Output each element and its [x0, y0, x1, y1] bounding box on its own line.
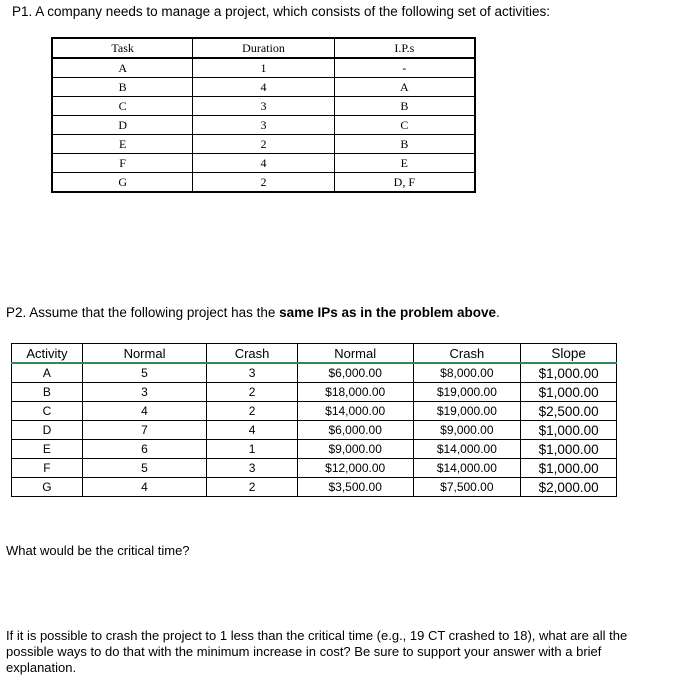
duration-cell: 1	[193, 58, 334, 78]
column-header-activity: Activity	[12, 344, 83, 364]
table-header-row	[52, 38, 475, 58]
column-header-slope: Slope	[521, 344, 617, 364]
ips-cell: B	[334, 97, 475, 116]
normal-time-cell: 6	[82, 440, 206, 459]
ips-cell: C	[334, 116, 475, 135]
activity-cell: F	[12, 459, 83, 478]
crash-time-cell: 1	[207, 440, 298, 459]
normal-cost-cell: $12,000.00	[297, 459, 413, 478]
crash-time-cell: 3	[207, 363, 298, 383]
crash-cost-cell: $7,500.00	[413, 478, 521, 497]
column-header-normal-cost: Normal	[297, 344, 413, 364]
table-row	[52, 135, 475, 154]
column-header-duration: Duration	[193, 38, 334, 58]
duration-cell: 3	[193, 97, 334, 116]
slope-cell: $2,000.00	[521, 478, 617, 497]
duration-cell: 3	[193, 116, 334, 135]
crash-time-cell: 2	[207, 383, 298, 402]
task-cell: E	[52, 135, 193, 154]
normal-time-cell: 7	[82, 421, 206, 440]
table-header-row	[12, 344, 617, 364]
activity-cell: G	[12, 478, 83, 497]
ips-cell: B	[334, 135, 475, 154]
crash-cost-cell: $19,000.00	[413, 402, 521, 421]
column-header-task: Task	[52, 38, 193, 58]
crash-cost-cell: $8,000.00	[413, 363, 521, 383]
ips-cell: -	[334, 58, 475, 78]
p2-title-prefix: P2. Assume that the following project has the	[6, 305, 280, 320]
slope-cell: $1,000.00	[521, 363, 617, 383]
normal-cost-cell: $3,500.00	[297, 478, 413, 497]
duration-cell: 4	[193, 78, 334, 97]
table-row	[12, 459, 617, 478]
p2-title-suffix: .	[496, 305, 500, 320]
crash-time-cell: 2	[207, 402, 298, 421]
activity-cell: C	[12, 402, 83, 421]
table-row	[52, 173, 475, 193]
table-row	[12, 363, 617, 383]
task-cell: D	[52, 116, 193, 135]
activity-cell: E	[12, 440, 83, 459]
crash-cost-cell: $19,000.00	[413, 383, 521, 402]
task-cell: G	[52, 173, 193, 193]
crash-time-cell: 2	[207, 478, 298, 497]
normal-cost-cell: $6,000.00	[297, 421, 413, 440]
crash-question: If it is possible to crash the project to 1 less than the critical time (e.g., 19 CT crashed to 18), what are all the possible ways to do that with the minimum increase in cost? Be sure to support your answer with a brief explanation.	[6, 628, 628, 675]
normal-time-cell: 4	[82, 402, 206, 421]
table-row	[12, 478, 617, 497]
slope-cell: $1,000.00	[521, 383, 617, 402]
table-row	[12, 421, 617, 440]
table-row	[12, 402, 617, 421]
slope-cell: $1,000.00	[521, 459, 617, 478]
normal-time-cell: 5	[82, 459, 206, 478]
crash-cost-cell: $14,000.00	[413, 459, 521, 478]
slope-cell: $1,000.00	[521, 440, 617, 459]
duration-cell: 2	[193, 135, 334, 154]
crash-cost-table	[11, 343, 617, 497]
table-row	[52, 78, 475, 97]
task-cell: B	[52, 78, 193, 97]
normal-cost-cell: $6,000.00	[297, 363, 413, 383]
crash-time-cell: 4	[207, 421, 298, 440]
task-cell: C	[52, 97, 193, 116]
slope-cell: $2,500.00	[521, 402, 617, 421]
normal-time-cell: 5	[82, 363, 206, 383]
crash-cost-cell: $14,000.00	[413, 440, 521, 459]
ips-cell: E	[334, 154, 475, 173]
column-header-normal-time: Normal	[82, 344, 206, 364]
duration-cell: 4	[193, 154, 334, 173]
normal-time-cell: 4	[82, 478, 206, 497]
normal-cost-cell: $18,000.00	[297, 383, 413, 402]
ips-cell: A	[334, 78, 475, 97]
table-row	[52, 97, 475, 116]
activities-table	[51, 37, 476, 193]
p1-title: P1. A company needs to manage a project, which consists of the following set of activities:	[12, 4, 551, 19]
critical-time-question: What would be the critical time?	[6, 543, 190, 558]
activity-cell: B	[12, 383, 83, 402]
task-cell: A	[52, 58, 193, 78]
task-cell: F	[52, 154, 193, 173]
normal-cost-cell: $9,000.00	[297, 440, 413, 459]
column-header-ips: I.P.s	[334, 38, 475, 58]
column-header-crash-time: Crash	[207, 344, 298, 364]
activity-cell: A	[12, 363, 83, 383]
p2-title-bold: same IPs as in the problem above	[279, 305, 497, 320]
normal-time-cell: 3	[82, 383, 206, 402]
crash-time-cell: 3	[207, 459, 298, 478]
table-row	[52, 154, 475, 173]
activity-cell: D	[12, 421, 83, 440]
table-row	[52, 116, 475, 135]
p2-title	[6, 305, 500, 321]
crash-cost-cell: $9,000.00	[413, 421, 521, 440]
table-row	[12, 383, 617, 402]
table-row	[52, 58, 475, 78]
duration-cell: 2	[193, 173, 334, 193]
column-header-crash-cost: Crash	[413, 344, 521, 364]
slope-cell: $1,000.00	[521, 421, 617, 440]
ips-cell: D, F	[334, 173, 475, 193]
normal-cost-cell: $14,000.00	[297, 402, 413, 421]
table-row	[12, 440, 617, 459]
